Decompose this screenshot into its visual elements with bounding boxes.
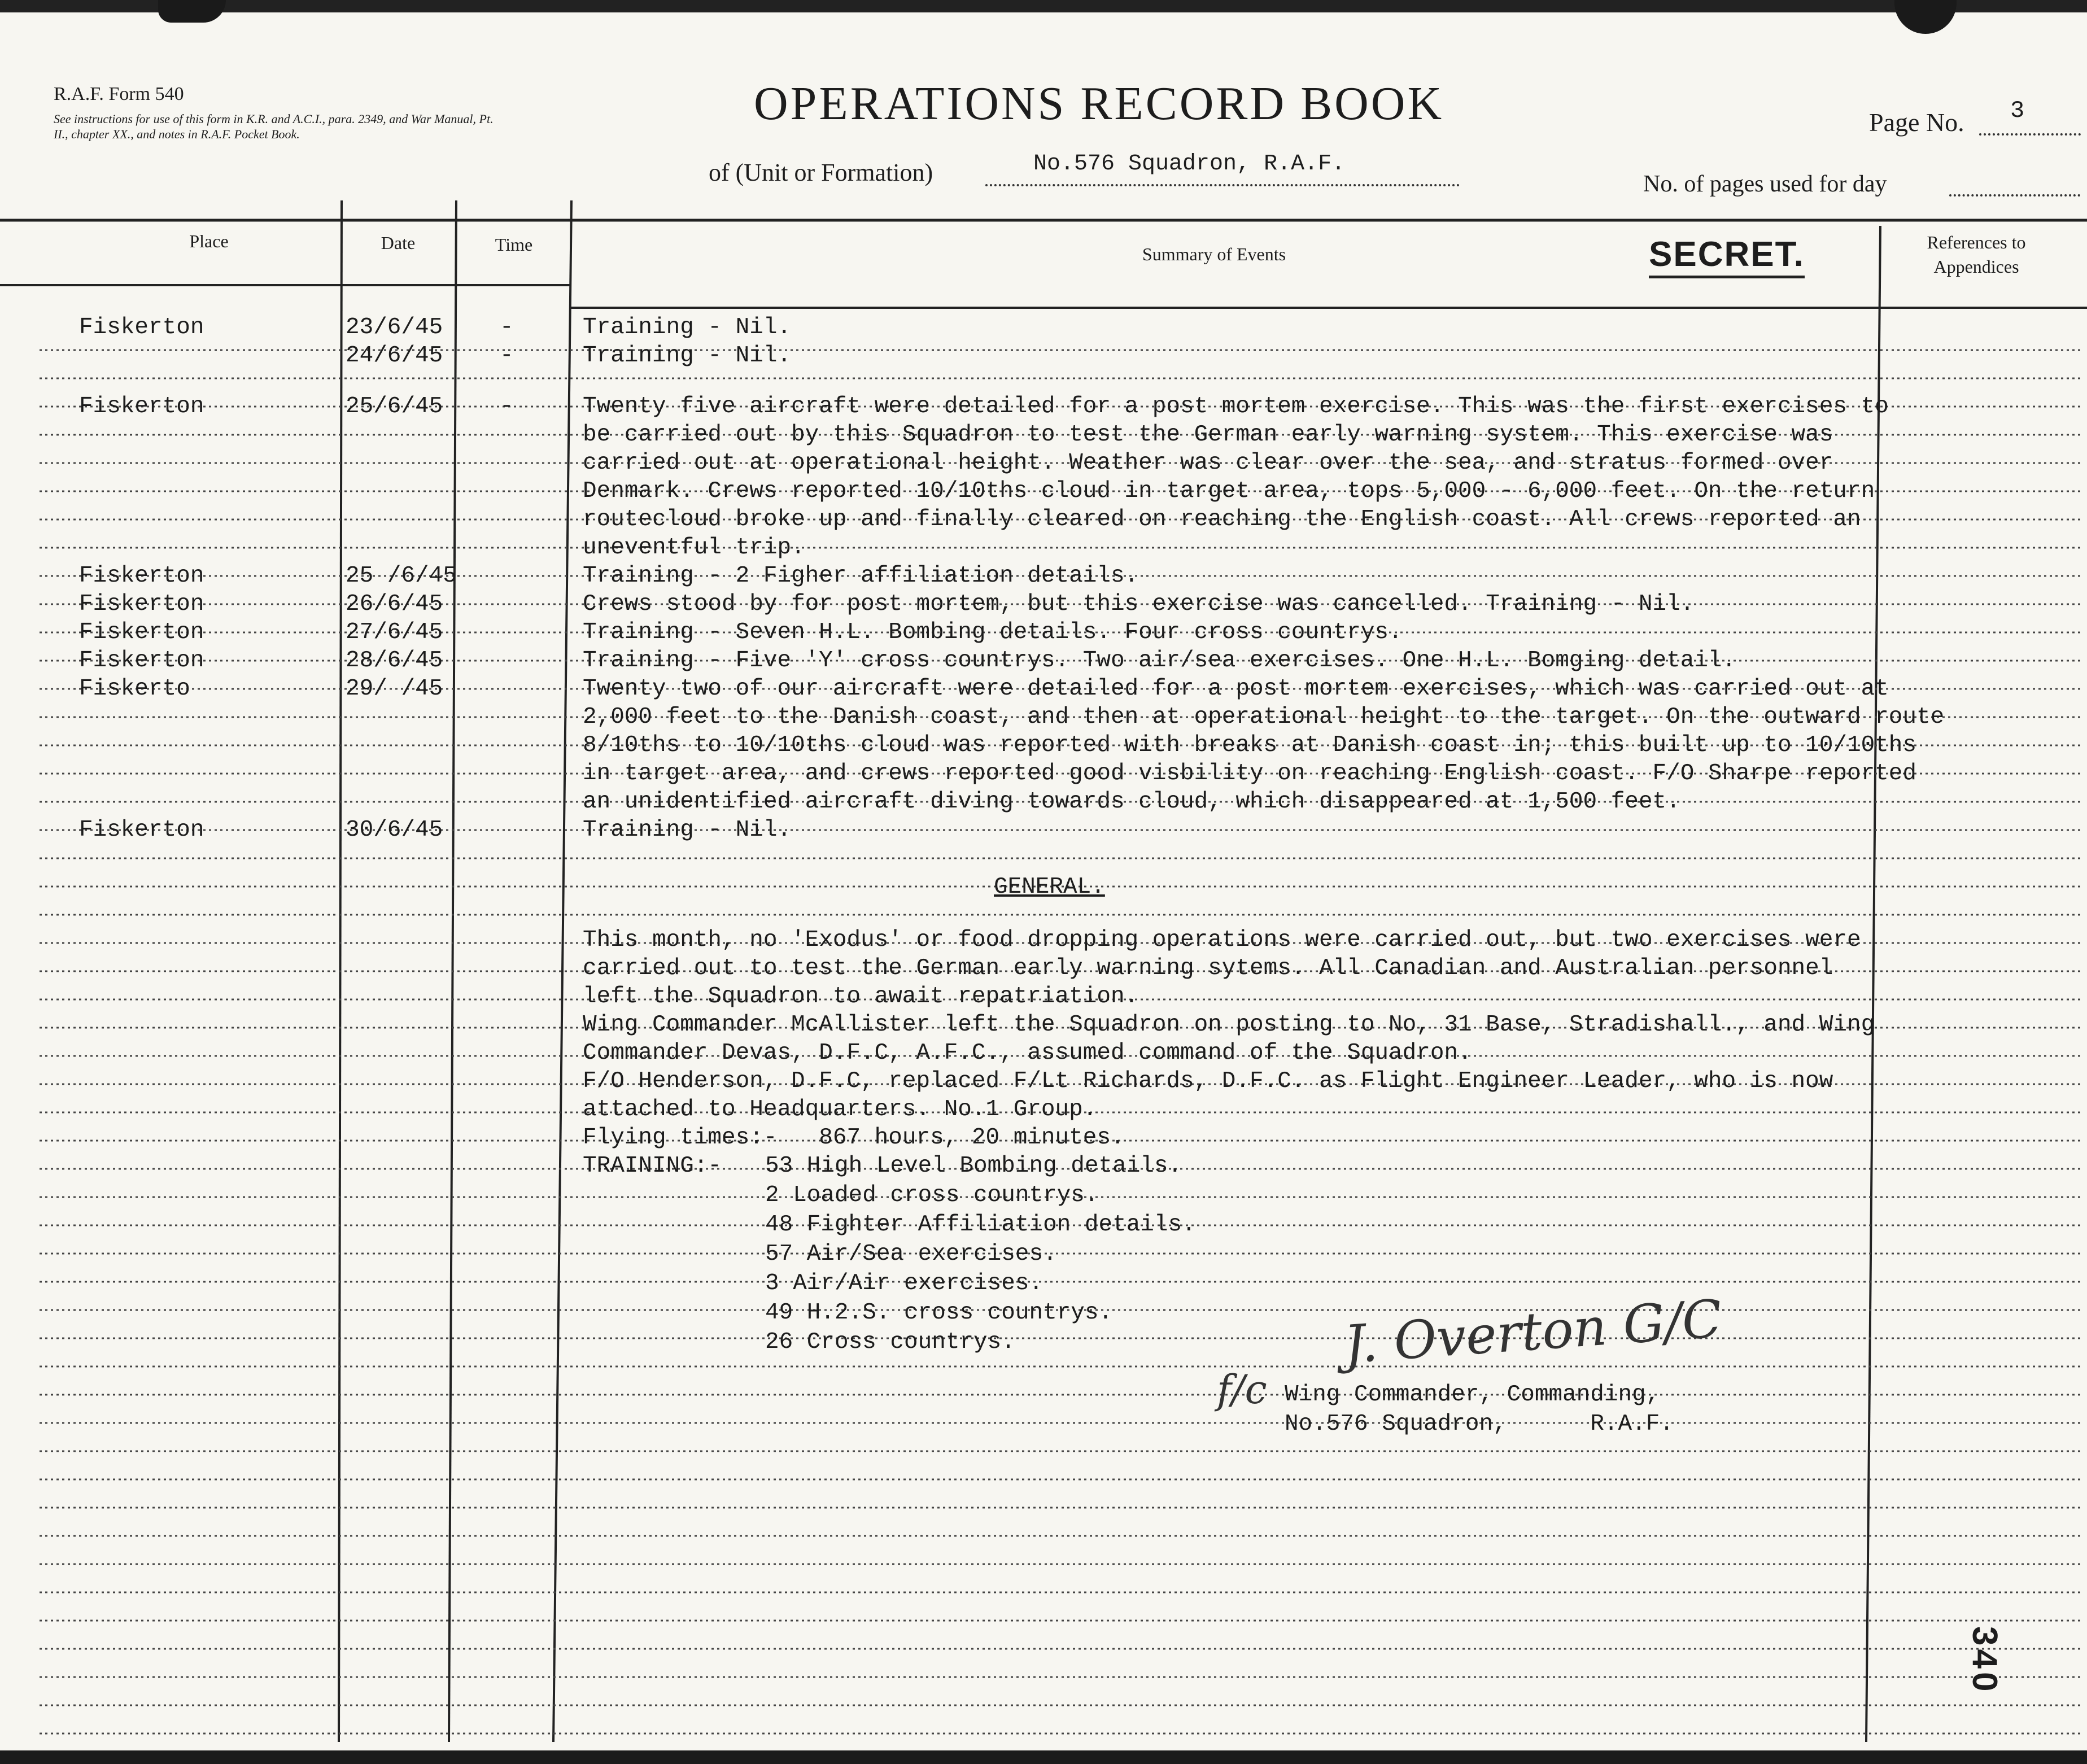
binding-strip-bottom: [0, 1750, 2087, 1764]
general-line: carried out to test the German early warning sytems. All Canadian and Australian personnel: [583, 955, 1833, 981]
entry-place: Fiskerton: [79, 619, 204, 645]
training-item: 57 Air/Sea exercises.: [765, 1241, 1057, 1267]
entry-place: Fiskerto: [79, 676, 190, 702]
training-item: 53 High Level Bombing details.: [765, 1153, 1182, 1179]
general-line: This month, no 'Exodus' or food dropping operations were carried out, but two exercises were: [583, 927, 1861, 953]
entry-summary-line: Twenty five aircraft were detailed for a post mortem exercise. This was the first exercises to: [583, 394, 1889, 420]
entry-place: Fiskerton: [79, 394, 204, 420]
entry-place: Fiskerton: [79, 648, 204, 674]
entry-date: 28/6/45: [346, 648, 443, 674]
secret-marking: SECRET.: [1649, 234, 1805, 278]
general-line: left the Squadron to await repatriation.: [583, 984, 1139, 1010]
general-line: Commander Devas, D.F.C, A.F.C., assumed command of the Squadron.: [583, 1040, 1472, 1066]
entry-summary-line: Training - Nil.: [583, 343, 792, 369]
entry-summary-line: 8/10ths to 10/10ths cloud was reported with breaks at Danish coast in; this built up to 10/10ths: [583, 732, 1916, 758]
unit-value: No.576 Squadron, R.A.F.: [1033, 151, 1346, 177]
entry-summary-line: Crews stood by for post mortem, but this exercise was cancelled. Training - Nil.: [583, 591, 1695, 617]
entry-date: 25/6/45: [346, 394, 443, 420]
entry-date: 24/6/45: [346, 343, 443, 369]
column-header-time: Time: [495, 234, 533, 255]
pages-used-label: No. of pages used for day: [1643, 171, 1887, 197]
entry-summary-line: Training - Nil.: [583, 315, 792, 340]
entry-date: 30/6/45: [346, 817, 443, 843]
page-number-value: 3: [2010, 97, 2025, 124]
entry-summary-line: carried out at operational height. Weather was clear over the sea, and stratus formed over: [583, 450, 1833, 476]
training-item: 49 H.2.S. cross countrys.: [765, 1300, 1113, 1326]
signature-scrawl: J. Overton G/C: [1342, 1288, 1724, 1376]
page-number-label: Page No.: [1869, 108, 1964, 137]
entry-place: Fiskerton: [79, 817, 204, 843]
entry-summary-line: Training - Five 'Y' cross countrys. Two air/sea exercises. One H.L. Bomging detail.: [583, 648, 1736, 674]
entry-summary-line: an unidentified aircraft diving towards cloud, which disappeared at 1,500 feet.: [583, 789, 1680, 815]
entry-date: 29/ /45: [346, 676, 443, 702]
training-item: 3 Air/Air exercises.: [765, 1270, 1044, 1296]
entry-date: 27/6/45: [346, 619, 443, 645]
entry-summary-line: be carried out by this Squadron to test the German early warning system. This exercise was: [583, 422, 1833, 448]
general-line: attached to Headquarters. No.1 Group.: [583, 1097, 1097, 1123]
general-heading: GENERAL.: [994, 874, 1105, 900]
entry-summary-line: routecloud broke up and finally cleared on reaching the English coast. All crews reported an: [583, 507, 1861, 532]
column-header-references: References to Appendices: [1927, 232, 2026, 277]
entry-summary-line: 2,000 feet to the Danish coast, and then at operational height to the target. On the outward route: [583, 704, 1945, 730]
signature-unit: No.576 Squadron, R.A.F.: [1285, 1411, 1674, 1437]
archive-stamp-number: 340: [1965, 1626, 2004, 1695]
entry-summary-line: uneventful trip.: [583, 535, 805, 561]
entry-date: 26/6/45: [346, 591, 443, 617]
entry-summary-line: Denmark. Crews reported 10/10ths cloud in target area, tops 5,000 - 6,000 feet. On the return: [583, 478, 1875, 504]
unit-label: of (Unit or Formation): [709, 159, 933, 186]
column-header-date: Date: [381, 233, 416, 253]
form-instructions: See instructions for use of this form in K.R. and A.C.I., para. 2349, and War Manual, Pt. II., chapter XX., and notes in R.A.F. Pocket Book.: [54, 112, 494, 141]
entry-place: Fiskerton: [79, 563, 204, 589]
entry-date: 25 /6/45: [346, 563, 457, 589]
entry-summary-line: Training - Nil.: [583, 817, 792, 843]
entry-place: Fiskerton: [79, 591, 204, 617]
column-header-place: Place: [189, 231, 229, 251]
training-item: 26 Cross countrys.: [765, 1329, 1015, 1355]
entry-time: -: [500, 343, 514, 369]
entry-summary-line: Training - Seven H.L. Bombing details. Four cross countrys.: [583, 619, 1403, 645]
signature-title: Wing Commander, Commanding,: [1285, 1382, 1660, 1408]
signature-initials: f/c: [1217, 1366, 1267, 1413]
entry-summary-line: in target area, and crews reported good visbility on reaching English coast. F/O Sharpe reported: [583, 761, 1916, 787]
document-title: OPERATIONS RECORD BOOK: [754, 77, 1444, 130]
entry-place: Fiskerton: [79, 315, 204, 340]
training-item: 48 Fighter Affiliation details.: [765, 1212, 1196, 1238]
training-label: TRAINING:-: [583, 1153, 722, 1179]
entry-time: -: [500, 315, 514, 340]
general-line: Flying times:- 867 hours, 20 minutes.: [583, 1125, 1125, 1151]
entry-date: 23/6/45: [346, 315, 443, 340]
column-header-summary: Summary of Events: [1142, 244, 1286, 264]
entry-summary-line: Training - 2 Figher affiliation details.: [583, 563, 1139, 589]
entry-time: -: [500, 394, 514, 420]
training-item: 2 Loaded cross countrys.: [765, 1182, 1099, 1208]
general-line: Wing Commander McAllister left the Squadron on posting to No, 31 Base, Stradishall., and Wing: [583, 1012, 1875, 1038]
entry-summary-line: Twenty two of our aircraft were detailed for a post mortem exercises, which was carried out at: [583, 676, 1889, 702]
form-name: R.A.F. Form 540: [54, 84, 184, 104]
general-line: F/O Henderson, D.F.C, replaced F/Lt Richards, D.F.C. as Flight Engineer Leader, who is now: [583, 1068, 1833, 1094]
